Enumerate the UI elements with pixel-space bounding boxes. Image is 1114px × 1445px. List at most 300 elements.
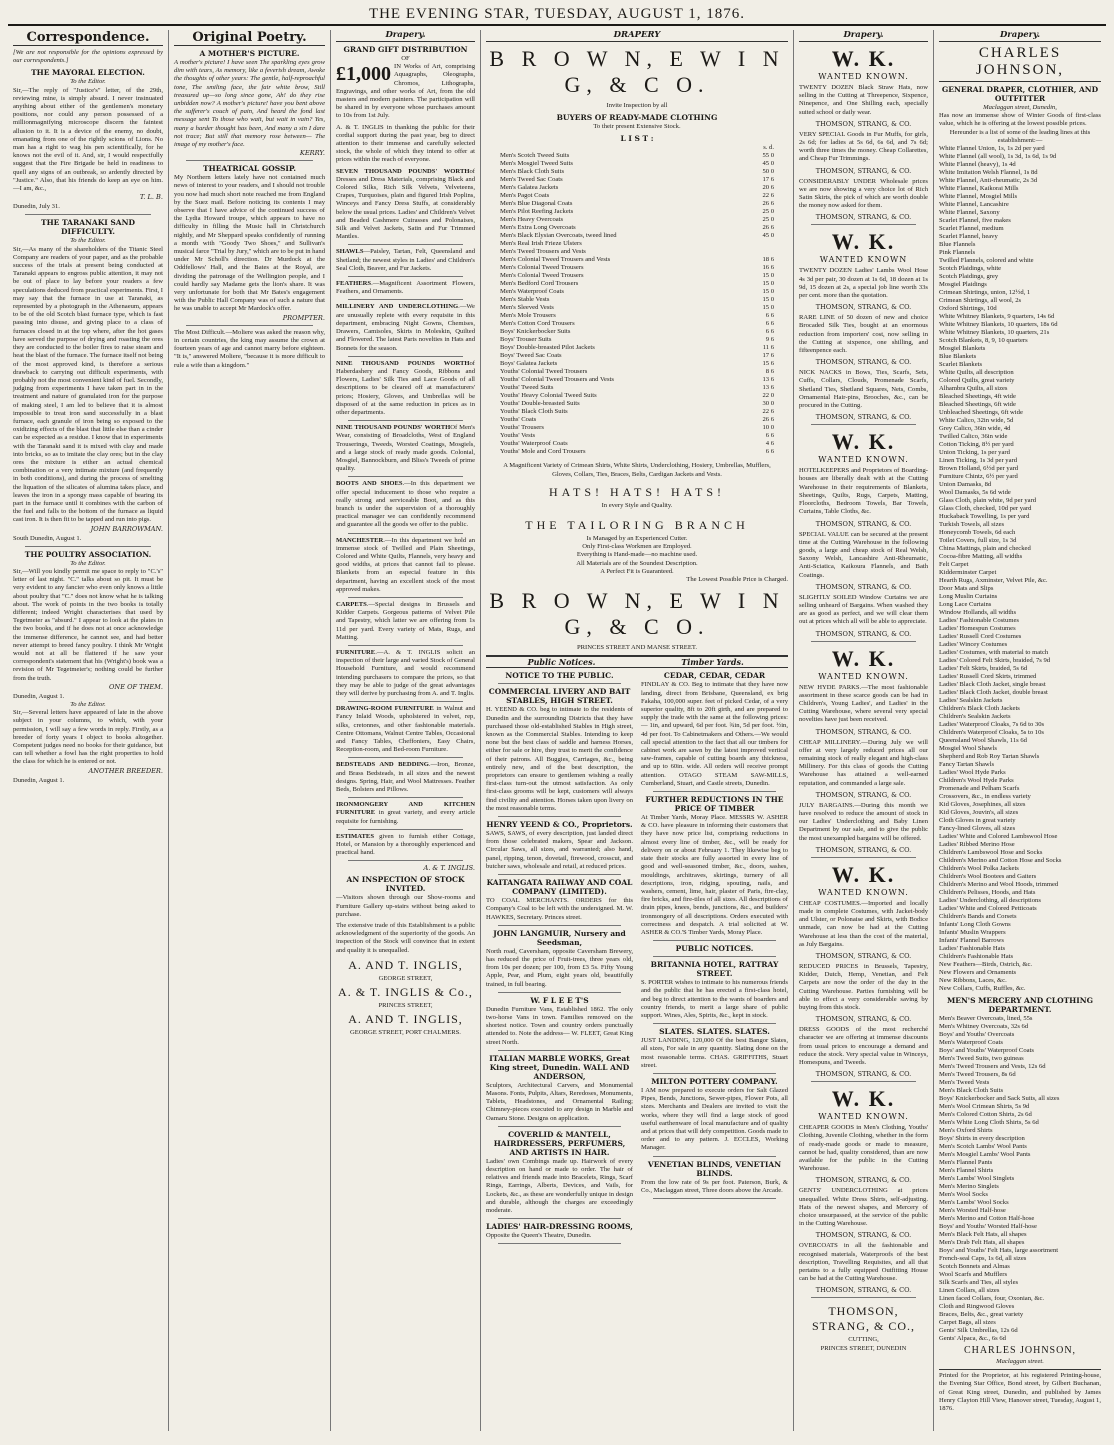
list-item: Furniture Chintz, 6½ per yard — [939, 473, 1018, 481]
column-correspondence — [8, 30, 169, 1431]
list-item: White Flannel, Mosgiel Mills — [939, 193, 1018, 201]
list-item: Scotch Blankets, 8, 9, 10 quarters — [939, 337, 1028, 345]
notice-body: Opposite the Queen's Theatre, Dunedin. — [486, 1232, 592, 1240]
advert-item — [336, 801, 475, 826]
section-heading: Public Notices. — [527, 657, 596, 668]
wk-heading: W. K. — [831, 46, 896, 71]
section-heading: Drapery. — [799, 30, 928, 42]
item-price: 15 0 — [762, 304, 774, 312]
list-item: Linen Collars, all sizes — [939, 1287, 1000, 1295]
section-heading: Drapery. — [336, 30, 475, 42]
firm-address: PRINCES STREET, — [378, 1002, 433, 1010]
advert-signature: THOMSON, STRANG, & CO. — [815, 519, 912, 528]
notice-title: LADIES' HAIR-DRESSING ROOMS, — [486, 1222, 633, 1232]
notice-title: HENRY YEEND & CO., Proprietors. — [486, 820, 633, 830]
item-text: .—Iron, Bronze, and Brass Bedsteads, in all sizes and the newest designs. Spring, Hair, and Wool Mattresses. Feather Beds, Bolsters and Pillows. — [336, 761, 475, 794]
advert-signature: THOMSON, STRANG, & CO. — [815, 790, 912, 799]
item-price: 6 6 — [765, 448, 774, 456]
advert-body: CHEAP COSTUMES.—Imported and locally made in complete Costumes, with Jacket-body and Ulster, or Polonaise and Skirts, with Bodice unmade, can now be had at the Cutting Warehouse at less than the cost of the material, as July Bargains. — [799, 899, 928, 948]
price-row — [500, 360, 774, 368]
advert-intro: A. & T. INGLIS in thanking the public for their cordial support during the past year, beg to direct attention to their immense and carefully selected stock, the whole of which they intend to offer at prices within the reach of everyone. — [336, 123, 475, 164]
item-name: Youths' Double-breasted Suits — [500, 400, 580, 408]
paragraph: The Most Difficult.—Moliere was asked the reason why, in certain countries, the king may assume the crown at fourteen years of age and cannot marry before eighteen. "It is," answered Moliere, "because it is more difficult to rule a wife than a kingdom." — [174, 328, 325, 369]
list-item: Mosgiel Blankets — [939, 345, 986, 353]
price-row — [500, 304, 774, 312]
list-item: Men's Black Felt Hats, all shapes — [939, 1231, 1027, 1239]
divider — [348, 276, 463, 277]
item-text: .—A. & T. INGLIS solicit an inspection of their large and varied Stock of General Household Furniture, and would recommend intending purchasers to compare the prices, so that they may be able to judge of the great advantages they will derive by purchasing from A. and T. Inglis. — [336, 649, 475, 698]
list-item: New Ribbons, Laces, &c. — [939, 977, 1007, 985]
divider — [498, 1050, 621, 1051]
list-item: Children's Merino and Cotton Hose and Socks — [939, 857, 1062, 865]
column-poetry — [169, 30, 331, 1431]
list-item: Children's Pelisses, Hoods, and Hats — [939, 889, 1036, 897]
advert-signature: THOMSON, STRANG, & CO. — [815, 119, 912, 128]
advert-line: A Perfect Fit is Guaranteed. — [600, 567, 674, 575]
list-item: Men's Flannel Pants — [939, 1159, 993, 1167]
list-item: White Imitation Welsh Flannel, 1s 8d — [939, 169, 1038, 177]
notice-title: BRITANNIA HOTEL, RATTRAY STREET. — [650, 960, 779, 979]
advert-item — [336, 248, 475, 273]
price-row — [500, 344, 774, 352]
advert-body: VERY SPECIAL Goods in Fur Muffs, for girls, 2s 6d; for ladies at 5s 6d, 6s 6d, and 7s 6d; worth three times the money. Cheap Collarettes, and Cheap Fur Trimmings. — [799, 130, 928, 163]
item-lead: BOOTS AND SHOES — [336, 480, 403, 488]
list-item: Children's Merino and Wool Hoods, trimmed — [939, 881, 1059, 889]
section-heading: DRAPERY — [486, 30, 788, 42]
printer-imprint: Printed for the Proprietor, at his registered Printing-house, the Evening Star Office, Bond street, by Gilbert Buchanan, of Great King street, Dunedin, and published by James Henry Clayton Hill View, Hanover street, Tuesday, August 1, 1876. — [939, 1369, 1101, 1413]
advert-item — [336, 303, 475, 352]
advert-body: NEW HYDE PARKS.—The most fashionable assortment in these scarce goods can be had in Children's, Young Ladies', and Ladies' in the Cutting Warehouse, where several very special novelties have just been received. — [799, 683, 928, 724]
list-item: White Flannel, Saxony — [939, 209, 1000, 217]
item-price: 50 0 — [762, 168, 774, 176]
advert-intro: Hereunder is a list of some of the leading lines at this establishment:— — [949, 128, 1091, 144]
item-price: 4 6 — [765, 440, 774, 448]
list-item: Scotch Plaidings, white — [939, 265, 1002, 273]
item-text: .—In this department we hold an immense stock of Twilled and Plain Sheetings, Colored and White Quilts, Flannels, very heavy and good widths, at prices that cannot fail to please. Blankets from an especial feature in this department, having an excellent stock of the most approved makes. — [336, 536, 475, 593]
advert-signature: THOMSON, STRANG, & CO. — [815, 845, 912, 854]
notice-title: W. F L E E T'S — [530, 995, 589, 1005]
item-price: 22 6 — [762, 408, 774, 416]
goods-list — [939, 1015, 1101, 1343]
divider — [811, 857, 916, 858]
advert-line: All Materials are of the Soundest Description. — [576, 559, 698, 567]
item-name: Men's Colonial Tweed Trousers — [500, 264, 584, 272]
item-lead: CARPETS — [336, 600, 367, 608]
letter-body: Sir,—Will you kindly permit me space to reply to "C.'s" letter of last night. "C." talks about so pit. It must be very evident to any fancier who even only knows a little about poultry that "C." does not know what he is talking about. The work of points in the two books is totally different; indeed Wright characterises that used by Tegetmeier as "absurd." I appear to look at the plates in the two books, and if he does not at once acknowledge the immense difference, he cannot see, and had better never attempt to breed fancy poultry. I think Mr Wright would not at all be flattered if he saw your correspondent's statement that his (Wright's) book was a revision of Mr Tegetmeier's; nothing could be further from the truth. — [13, 567, 163, 682]
advert-signature: THOMSON, STRANG, & CO. — [815, 727, 912, 736]
wk-heading: W. K. — [831, 229, 896, 255]
list-item: Ladies' Wool Hyde Parks — [939, 769, 1006, 777]
letter-title: THE TARANAKI SAND DIFFICULTY. — [41, 218, 135, 237]
price-list — [500, 152, 774, 456]
article-signature: PROMPTER. — [282, 313, 325, 322]
price-row — [500, 184, 774, 192]
firm-address: GEORGE STREET, PORT CHALMERS. — [350, 1029, 461, 1037]
item-name: Men's Pagot Coats — [500, 192, 550, 200]
price-unit: s. d. — [763, 144, 774, 152]
price-row — [500, 224, 774, 232]
list-item: Infants' Long Cloth Gowns — [939, 921, 1011, 929]
advert-signature: THOMSON, STRANG, & CO. — [815, 1286, 912, 1295]
list-item: Turkish Towels, all sizes — [939, 521, 1005, 529]
wk-subheading: WANTED KNOWN — [819, 255, 908, 265]
item-name: Men's Pilot Reefing Jackets — [500, 208, 574, 216]
item-lead: ESTIMATES — [336, 832, 374, 840]
list-item: New Flowers and Ornaments — [939, 969, 1017, 977]
list-item: Pink Flannels — [939, 249, 976, 257]
advert-body: HOTELKEEPERS and Proprietors of Boarding-houses are liberally dealt with at the Cutting Warehouse in their requirements of Blankets, Sheetings, Quilts, Rugs, Carpets, Matting, Floorcloths, Bedroom Towels, Bar Towels, Curtains, Table Cloths, &c. — [799, 467, 928, 516]
list-title: L I S T : — [620, 134, 654, 144]
list-item: Ladies' Fashionable Hats — [939, 945, 1006, 953]
price-row — [500, 400, 774, 408]
list-item: Ladies' Underclothing, all descriptions — [939, 897, 1041, 905]
divider — [348, 701, 463, 702]
list-item: New Feathers—Birds, Ostrich, &c. — [939, 961, 1033, 969]
list-item: White Flannel (all wool), 1s 3d, 1s 6d, 1s 9d — [939, 153, 1057, 161]
firm-address: PRINCES STREET, DUNEDIN — [820, 1344, 907, 1352]
list-item: Colored Quilts, great variety — [939, 377, 1015, 385]
list-item: Children's Black Cloth Jackets — [939, 705, 1020, 713]
item-price: 25 0 — [762, 216, 774, 224]
price-row — [500, 448, 774, 456]
advert-line: The Lowest Possible Price is Charged. — [686, 576, 788, 584]
poem-body: A mother's picture! I have seen The sparkling eyes grow dim with tears, As memory, like a feverish dream, Awoke the thoughts of other years: The gentle, half-reproachful tone, The smiling face, the fair white brow, Still treasured up—so long since gone, Ah! do they rise unbidden now? A mother's picture! have you bent above the sufferer's couch of pain, And heard the fond last message sent To those who wait, but wait in vain? Yes, many a harder thought has been, And many a sin I dare not trace; But still that memory rose between— The image of my mother's face. — [174, 59, 325, 149]
advert-signature: THOMSON, STRANG, & CO. — [815, 1015, 912, 1024]
price-row — [500, 248, 774, 256]
list-item: Men's Colored Cotton Shirts, 2s 6d — [939, 1111, 1032, 1119]
section-heading: Drapery. — [939, 30, 1101, 42]
advert-line: To their present Extensive Stock. — [593, 123, 681, 131]
advert-body: SPECIAL VALUE can be secured at the present time at the Cutting Warehouse in the following goods, a large and cheap stock of Real Welsh, Saxony Welsh, Lancashire Anti-Rheumatic, Anti-Sciatica, Kaikoura Flannels, and Bath Coatings. — [799, 530, 928, 579]
article-title: THEATRICAL GOSSIP. — [203, 164, 296, 174]
price-row — [500, 336, 774, 344]
item-price: 26 6 — [762, 416, 774, 424]
advert-line: THE TAILORING BRANCH — [525, 518, 749, 533]
item-name: Boys' Double-breasted Pilot Jackets — [500, 344, 595, 352]
advert-signature: THOMSON, STRANG, & CO. — [815, 413, 912, 422]
list-item: Scotch Plaidings, grey — [939, 273, 999, 281]
list-item: Ladies' Black Cloth Jacket, double breast — [939, 689, 1048, 697]
advert-line: Everything is Hand-made—no machine used. — [576, 551, 698, 559]
list-item: Ladies' White and Colored Lambswool Hose — [939, 833, 1058, 841]
item-name: Men's Sleeved Vests — [500, 304, 554, 312]
list-item: Scarlet Flannel, heavy — [939, 233, 998, 241]
divider — [348, 244, 463, 245]
letter-date: Dunedin, August 1. — [13, 776, 65, 784]
item-name: Men's Cotton Cord Trousers — [500, 320, 575, 328]
list-item: White Whitney Blankets, 9 quarters, 14s 6d — [939, 313, 1055, 321]
list-item: Scotch Bonnets and Almas — [939, 1263, 1010, 1271]
item-price: 18 6 — [762, 256, 774, 264]
list-item: Brown Holland, 6½d per yard — [939, 465, 1019, 473]
item-price: 10 0 — [762, 424, 774, 432]
firm-name: A. AND T. INGLIS, — [348, 957, 463, 972]
list-item: Boys' and Youths' Overcoats — [939, 1031, 1015, 1039]
notice-title: PUBLIC NOTICES. — [675, 944, 754, 954]
price-row — [500, 232, 774, 240]
wk-subheading: WANTED KNOWN. — [818, 671, 909, 681]
advert-signature: THOMSON, STRANG, & CO. — [815, 303, 912, 312]
item-price: 22 6 — [762, 192, 774, 200]
advert-signature: THOMSON, STRANG, & CO. — [815, 1231, 912, 1240]
wanted-known-adverts — [799, 46, 928, 1298]
price-row — [500, 160, 774, 168]
item-name: Boys' Trouser Suits — [500, 336, 552, 344]
advert-body: CHEAP MILLINERY.—During July we will offer at very largely reduced prices all our remaining stock of really elegant and high-class Millinery. For this class of goods the Cutting Warehouse has attained a well-earned reputation, and commanded a large sale. — [799, 738, 928, 787]
list-item: Braces, Belts, &c., great variety — [939, 1311, 1024, 1319]
item-name: Men's Mole Trousers — [500, 312, 556, 320]
advert-signature: THOMSON, STRANG, & CO. — [815, 166, 912, 175]
item-price: 20 6 — [762, 184, 774, 192]
list-item: Long Muslin Curtains — [939, 593, 998, 601]
item-name: Youths' Mole and Cord Trousers — [500, 448, 586, 456]
wk-subheading: WANTED KNOWN. — [818, 72, 909, 81]
list-item: Kidderminster Carpet — [939, 569, 997, 577]
poem-signature: KERRY. — [299, 149, 325, 158]
item-name: Youths' Heavy Colonial Tweed Suits — [500, 392, 597, 400]
notice-body: H. YEEND & CO. beg to intimate to the residents of Dunedin and the surrounding Districts that they have purchased those old-established Stables in High street, known as the Commercial Stables. Intending to keep none but the best class of saddle and harness Horses, either for sale or hire, they trust to merit the confidence of their patrons. All Buggies, Carriages, &c., being entirely new, and of the best description, the proprietors can ensure to gentlemen wishing a really first-class turn-out the utmost satisfaction. As only first-class grooms will be kept, customers will always find civility and attention. Horses taken upon livery on the most reasonable terms. — [486, 706, 633, 812]
list-item: Fancy Tartan Shawls — [939, 761, 995, 769]
wk-heading: W. K. — [831, 645, 896, 671]
list-item: New Collars, Cuffs, Ruffles, &c. — [939, 985, 1026, 993]
item-price: 6 6 — [765, 328, 774, 336]
list-item: Ladies' Homespun Costumes — [939, 625, 1016, 633]
notice-title: FURTHER REDUCTIONS IN THE PRICE OF TIMBER — [645, 795, 784, 814]
advert-item — [336, 168, 475, 242]
notice-body: North road, Caversham, opposite Caversham Brewery, has reduced the price of Fruit-trees, three years old, from 10s per dozen; per 100, from £3 5s. Fifty Young Apple, Pear, and Plum, eight years old, beautifully trained, in full bearing. — [486, 947, 633, 988]
item-text: of Haberdashery and Fancy Goods, Ribbons and Flowers, Ladies' Silk Ties and Lace Goods of all descriptions to be cleared off at manufacturers' prices; Hosiery, Gloves, and Umbrellas will be disposed of at the same reduction in prices as in other departments. — [336, 359, 475, 416]
list-item: Scarlet Blankets — [939, 361, 983, 369]
letter-body: Sir,—Several letters have appeared of late in the above subject in your columns, to which, with your permission, I will say a few words in reply. Firstly, as a breeder of forty years I object to books altogether. Competent judges need no books for their guidance, but can tell whether a fowl has the right properties to hold the class for which he is entered or not. — [13, 709, 163, 766]
divider — [348, 420, 463, 421]
firm-name: CHARLES JOHNSON, — [939, 45, 1101, 82]
advert-body: IN Works of Art, comprising Aquagraphs, Oleographs, Chromos, Lithographs, Engravings, and other works of Art, from the old masters and modern painters. The participation will be shared in by everyone whose purchases amount to 10s from 1st July. — [336, 63, 475, 120]
list-item: Twilled Calico, 36in wide — [939, 433, 1008, 441]
divider — [25, 214, 151, 215]
price-row — [500, 208, 774, 216]
letter-date: Dunedin, August 1. — [13, 692, 65, 700]
letter-body: Sir,—The reply of "Justice's" letter, of the 29th, reviewing mine, is simply absurd. I never insinuated anything about either of the gentlemen's monetary positions, nor could any person possessed of a millionmagnifying microscope discern the faintest allusion to it. It is a device of the enemy, no doubt, emanating from one of the rightly scions of Lions. No man has a right to wag his pen scientifically, for he knows not the evil of it. And, sir, I would respectfully suggest that the Fire Brigade be held in readiness to quell any signs of an outbreak, so ardently directed by "Justice." Also, that his friends do keep an eye on him.—I am, &c., — [13, 86, 163, 193]
notice-title: VENETIAN BLINDS, VENETIAN BLINDS. — [647, 1159, 782, 1178]
advert-line: HATS! HATS! HATS! — [548, 484, 725, 499]
list-item: Children's Wool Hyde Parks — [939, 777, 1014, 785]
advert-signature: THOMSON, STRANG, & CO. — [815, 1070, 912, 1079]
list-item: Linen Ticking, 1s 3d per yard — [939, 457, 1018, 465]
divider — [811, 424, 916, 425]
item-price: 16 6 — [762, 264, 774, 272]
notice-body: JUST LANDING, 120,000 Of the best Bangor Slates, all sizes, For sale in any quantity. Slating done on the most reasonable terms. CHAS. GRIFFITHS, Stuart street. — [641, 1037, 788, 1069]
letter-date: Dunedin, July 31. — [13, 203, 60, 211]
item-name: Youths' Coats — [500, 416, 537, 424]
item-lead: MILLINERY AND UNDERCLOTHING — [336, 303, 459, 311]
list-item: Ladies' Waterproof Cloaks, 7s 6d to 30s — [939, 721, 1045, 729]
firm-line: CUTTING, — [848, 1336, 879, 1344]
advert-signature: A. & T. INGLIS. — [423, 864, 475, 873]
item-lead: NINE THOUSAND POUNDS WORTH — [336, 359, 470, 367]
list-item: Children's Lambswool Hose and Socks — [939, 849, 1043, 857]
divider — [653, 791, 776, 792]
timber-yards — [641, 668, 788, 1247]
list-item: Bleached Sheetings, 6ft wide — [939, 401, 1016, 409]
list-item: Ladies' Costumes, with material to match — [939, 649, 1049, 657]
item-lead: FEATHERS — [336, 280, 372, 288]
firm-signature: CHARLES JOHNSON, — [963, 1345, 1077, 1357]
list-item: Huckaback Towelling, 1s per yard — [939, 513, 1030, 521]
divider — [811, 1297, 916, 1298]
item-lead: NINE THOUSAND POUNDS' WORTH — [336, 424, 451, 432]
notice-title: COVERLID & MANTELL, HAIRDRESSERS, PERFUMERS, AND ARTISTS IN HAIR. — [493, 1129, 626, 1157]
price-row — [500, 320, 774, 328]
list-item: Long Lace Curtains — [939, 601, 992, 609]
price-row — [500, 192, 774, 200]
advert-body: OVERCOATS in all the fashionable and recognised materials, Waterproofs of the best description, Travelling Requisites, and all that pertains to a fully equipped Outfitting House can be had at the Cutting Warehouse. — [799, 1242, 928, 1283]
notice-body: I AM now prepared to execute orders for Salt Glazed Pipes, Bends, Junctions, Sewer-pipes, Flower Pots, all sizes. Merchants and Dealers are invited to visit the works, where they will find a large stock of good useful earthenware of local manufacture and of quality and at prices that will defy competition. Goods made to order and to any pattern. J. ECCLES, Working Manager. — [641, 1086, 788, 1152]
wk-subheading: WANTED KNOWN. — [818, 1112, 909, 1122]
list-item: Men's Merino Singlets — [939, 1183, 999, 1191]
list-item: Blue Flannels — [939, 241, 976, 249]
item-price: 26 6 — [762, 224, 774, 232]
list-item: Children's Fashionable Hats — [939, 953, 1014, 961]
item-price: 8 6 — [765, 368, 774, 376]
list-item: Honeycomb Towels, 6d each — [939, 529, 1016, 537]
advert-signature: THOMSON, STRANG, & CO. — [815, 582, 912, 591]
advert-body: —Visitors shown through our Show-rooms and Furniture Gallery up-stairs without being asked to purchase. — [336, 894, 475, 918]
list-item: White Whitney Blankets, 10 quarters, 18s 6d — [939, 321, 1058, 329]
price-row — [500, 416, 774, 424]
list-item: Carpet Bags, all sizes — [939, 1319, 996, 1327]
divider — [348, 299, 463, 300]
list-item: Ladies' Colored Felt Skirts, braided, 7s 9d — [939, 657, 1051, 665]
price-row — [500, 280, 774, 288]
public-notices — [486, 668, 633, 1247]
item-lead: SEVEN THOUSAND POUNDS' WORTH — [336, 167, 470, 175]
firm-name: A. & T. INGLIS & Co., — [338, 985, 473, 1000]
list-item: Ladies' Wincey Costumes — [939, 641, 1008, 649]
notice-body: Sculptors, Architectural Carvers, and Monumental Masons. Fonts, Pulpits, Altars, Reredoses, Monuments, Tablets, Headstones, and Ornamental Railing; Chimney-pieces executed to any design in Marble and Oamaru Stone. Designs on application. — [486, 1081, 633, 1122]
list-item: Silk Scarfs and Ties, all styles — [939, 1279, 1019, 1287]
divider — [186, 160, 313, 161]
price-row — [500, 272, 774, 280]
item-price: 17 6 — [762, 352, 774, 360]
item-price: 15 0 — [762, 296, 774, 304]
item-name: Men's Mosgiel Tweed Suits — [500, 160, 573, 168]
firm-name: THOMSON, STRANG, & CO., — [811, 1304, 915, 1334]
item-text: given to furnish either Cottage, Hotel, or Mansion by a thoroughly experienced and practical hand. — [336, 832, 475, 857]
notice-body: SAWS, SAWS, of every description, just landed direct from those celebrated makers, Spear and Jackson. Circular Saws, all sizes, and warranted; also hand, panel, ripping, tenon, dovetail, firewood, crosscut, and butcher saws, wholesale and retail, at reduced prices. — [486, 830, 633, 870]
notice-title: COMMERCIAL LIVERY AND BAIT STABLES, HIGH STREET. — [488, 687, 631, 706]
divider — [498, 992, 621, 993]
list-item: Children's Sealskin Jackets — [939, 713, 1011, 721]
list-item: Infants' Muslin Wrappers — [939, 929, 1006, 937]
letter-title: THE POULTRY ASSOCIATION. — [24, 549, 152, 559]
list-item: Men's Tweed Trousers, 8s 6d — [939, 1071, 1016, 1079]
list-item: Men's White Long Cloth Shirts, 5s 6d — [939, 1119, 1039, 1127]
letter-signature: JOHN BARROWMAN. — [90, 524, 163, 533]
list-item: Crossovers, &c., in endless variety — [939, 793, 1031, 801]
item-name: Men's Galatea Jackets — [500, 184, 559, 192]
wk-subheading: WANTED KNOWN. — [818, 455, 909, 465]
letter-salutation: To the Editor. — [70, 701, 106, 709]
list-item: Men's Merino and Cotton Half-hose — [939, 1215, 1035, 1223]
list-item: White Flannel (heavy), 1s 4d — [939, 161, 1016, 169]
divider — [348, 757, 463, 758]
item-price: 6 6 — [765, 312, 774, 320]
item-lead: SHAWLS — [336, 248, 364, 256]
list-item: Men's Scotch Lambs' Wool Pants — [939, 1143, 1027, 1151]
divider — [653, 1023, 776, 1024]
list-item: Felt Carpet — [939, 561, 969, 569]
wk-heading: W. K. — [831, 1086, 896, 1112]
list-item: Queensland Wool Shawls, 11s 6d — [939, 737, 1027, 745]
list-item: Kid Gloves, Jouvin's, all sizes — [939, 809, 1019, 817]
divider — [498, 874, 621, 875]
list-item: Wool Scarfs and Mufflers — [939, 1271, 1008, 1279]
list-item: Men's Flannel Shirts — [939, 1167, 994, 1175]
list-item: Men's Wool Socks — [939, 1191, 988, 1199]
list-item: Men's Worsted Half-hose — [939, 1207, 1006, 1215]
price-row — [500, 440, 774, 448]
list-item: Twilled Flannels, colored and white — [939, 257, 1034, 265]
item-name: Youths' Trousers — [500, 424, 544, 432]
list-item: White Whitney Blankets, 10 quarters, 21s — [939, 329, 1050, 337]
divider — [498, 1126, 621, 1127]
notice-title: SLATES. SLATES. SLATES. — [659, 1027, 770, 1037]
advert-body: DRESS GOODS of the most recherché character we are offering at immense discounts from usual prices to encourage a demand and reduce the stock. Very special value in Winceys, Homespuns, and Tweeds. — [799, 1026, 928, 1067]
list-item: Men's Drab Felt Hats, all shapes — [939, 1239, 1025, 1247]
list-item: White Quilts, all description — [939, 369, 1014, 377]
item-name: Men's Stable Vests — [500, 296, 550, 304]
item-price: 17 6 — [762, 176, 774, 184]
item-name: Youths' Black Cloth Suits — [500, 408, 568, 416]
item-name: Men's Real Irish Frieze Ulsters — [500, 240, 582, 248]
item-name: Men's Waterproof Coats — [500, 288, 564, 296]
list-item: Ladies' Felt Skirts, braided, 5s 6d — [939, 665, 1028, 673]
divider — [348, 645, 463, 646]
advert-title: GRAND GIFT DISTRIBUTION — [343, 45, 468, 54]
item-price: 15 0 — [762, 272, 774, 280]
item-price: 30 0 — [762, 400, 774, 408]
list-item: Men's Beaver Overcoats, lined, 55s — [939, 1015, 1033, 1023]
letter-signature: ANOTHER BREEDER. — [88, 766, 163, 775]
top-rule — [8, 24, 1106, 26]
list-item: Boys' Shirts in every description — [939, 1135, 1025, 1143]
list-item: Crimean Shirtings, union, 12½d, 1 — [939, 289, 1031, 297]
list-item: Ladies' White and Colored Petticoats — [939, 905, 1037, 913]
list-item: Cotton Ticking, 8½ per yard — [939, 441, 1014, 449]
notice-title: JOHN LANGMUIR, Nursery and Seedsman, — [493, 928, 626, 947]
section-heading: Original Poetry. — [174, 30, 325, 46]
item-name: Youths' Colonial Tweed Trousers and Vests — [500, 376, 614, 384]
divider — [653, 1198, 776, 1199]
item-name: Youths' Waterproof Coats — [500, 440, 568, 448]
list-item: Scarlet Flannel, medium — [939, 225, 1004, 233]
item-text: in Walnut and Fancy Inlaid Woods, upholstered in velvet, rep, silks, cretonnes, and other fashionable materials. Centre Ottomans, Walnut Centre Tables, Occasional and Fancy Tables, Cheffoniers, Easy Chairs, Reception-room, and Bed-room Furniture. — [336, 705, 475, 754]
list-item: Cloth and Ringwood Gloves — [939, 1303, 1015, 1311]
letter-body: Sir,—As many of the shareholders of the Titanic Steel Company are readers of your paper, and as the probable success of the trials at present being conducted at Taranaki appears to engross public attention, it may not be out of place to lay before your readers a few speculations deduced from practical experiments. First, I may say that the furnace in use at Taranaki, as represented by a photograph in the Athenaeum, appears to be of the old Scotch blast furnace type, which is fast passing into disuse, and giving place to a class of furnaces closed in at the top where, after the hot gases have served the purpose of drying and roasting the ores they are conducted to the boiler fires to raise steam and heat the blast of the furnace. The furnace itself not being of the most approved kind, is therefore a serious drawback to carrying out difficult experiments, with probably not the most convenient kind of fuel. Secondly, judging from experiments I have taken part in in the treatment and nature of granulated iron for the purpose of making steel, I am led to believe that it is almost impossible to treat iron sand successfully in a blast furnace, each granule of iron being so exposed to the oxidizing effects of the blast that little else than a cinder can be expected as a residue. I know that in experiments with the Taranaki sand it is mixed with clay and made into bricks, so as to imitate the clay ores; but in the clay ores the mixture is either an actual chemical combination or a very intimate mixture (and frequently in both conditions), and during the process of smelting the liquation of the silicates of alumina takes place, and leaves the iron in a spongy mass capable of bearing its part in the furnace until it combines with the carbon of the fuel and falls to the bottom of the furnace as liquid cast iron. It is then fit to be tapped and run into pigs. — [13, 245, 163, 524]
list-item: French-seal Caps, 1s 6d, all sizes — [939, 1255, 1027, 1263]
item-name: Youths' Colonial Tweed Trousers — [500, 368, 588, 376]
list-item: Kid Gloves, Josephines, all sizes — [939, 801, 1026, 809]
section-heading: Correspondence. — [13, 30, 163, 46]
list-item: Men's Waterproof Coats — [939, 1039, 1003, 1047]
advert-line: A Magnificent Variety of Crimean Shirts, White Shirts, Underclothing, Hosiery, Umbrellas, Mufflers, Gloves, Collars, Ties, Braces, Belts, Cardigan Jackets and Vests. — [503, 462, 771, 478]
advert-signature: THOMSON, STRANG, & CO. — [815, 952, 912, 960]
list-item: Promenade and Pelham Scarfs — [939, 785, 1020, 793]
list-item: Oxford Shirtings, 10d — [939, 305, 997, 313]
notice-title: NOTICE TO THE PUBLIC. — [505, 671, 614, 681]
divider — [498, 1218, 621, 1219]
list-item: Ladies' Black Cloth Jacket, single breast — [939, 681, 1046, 689]
